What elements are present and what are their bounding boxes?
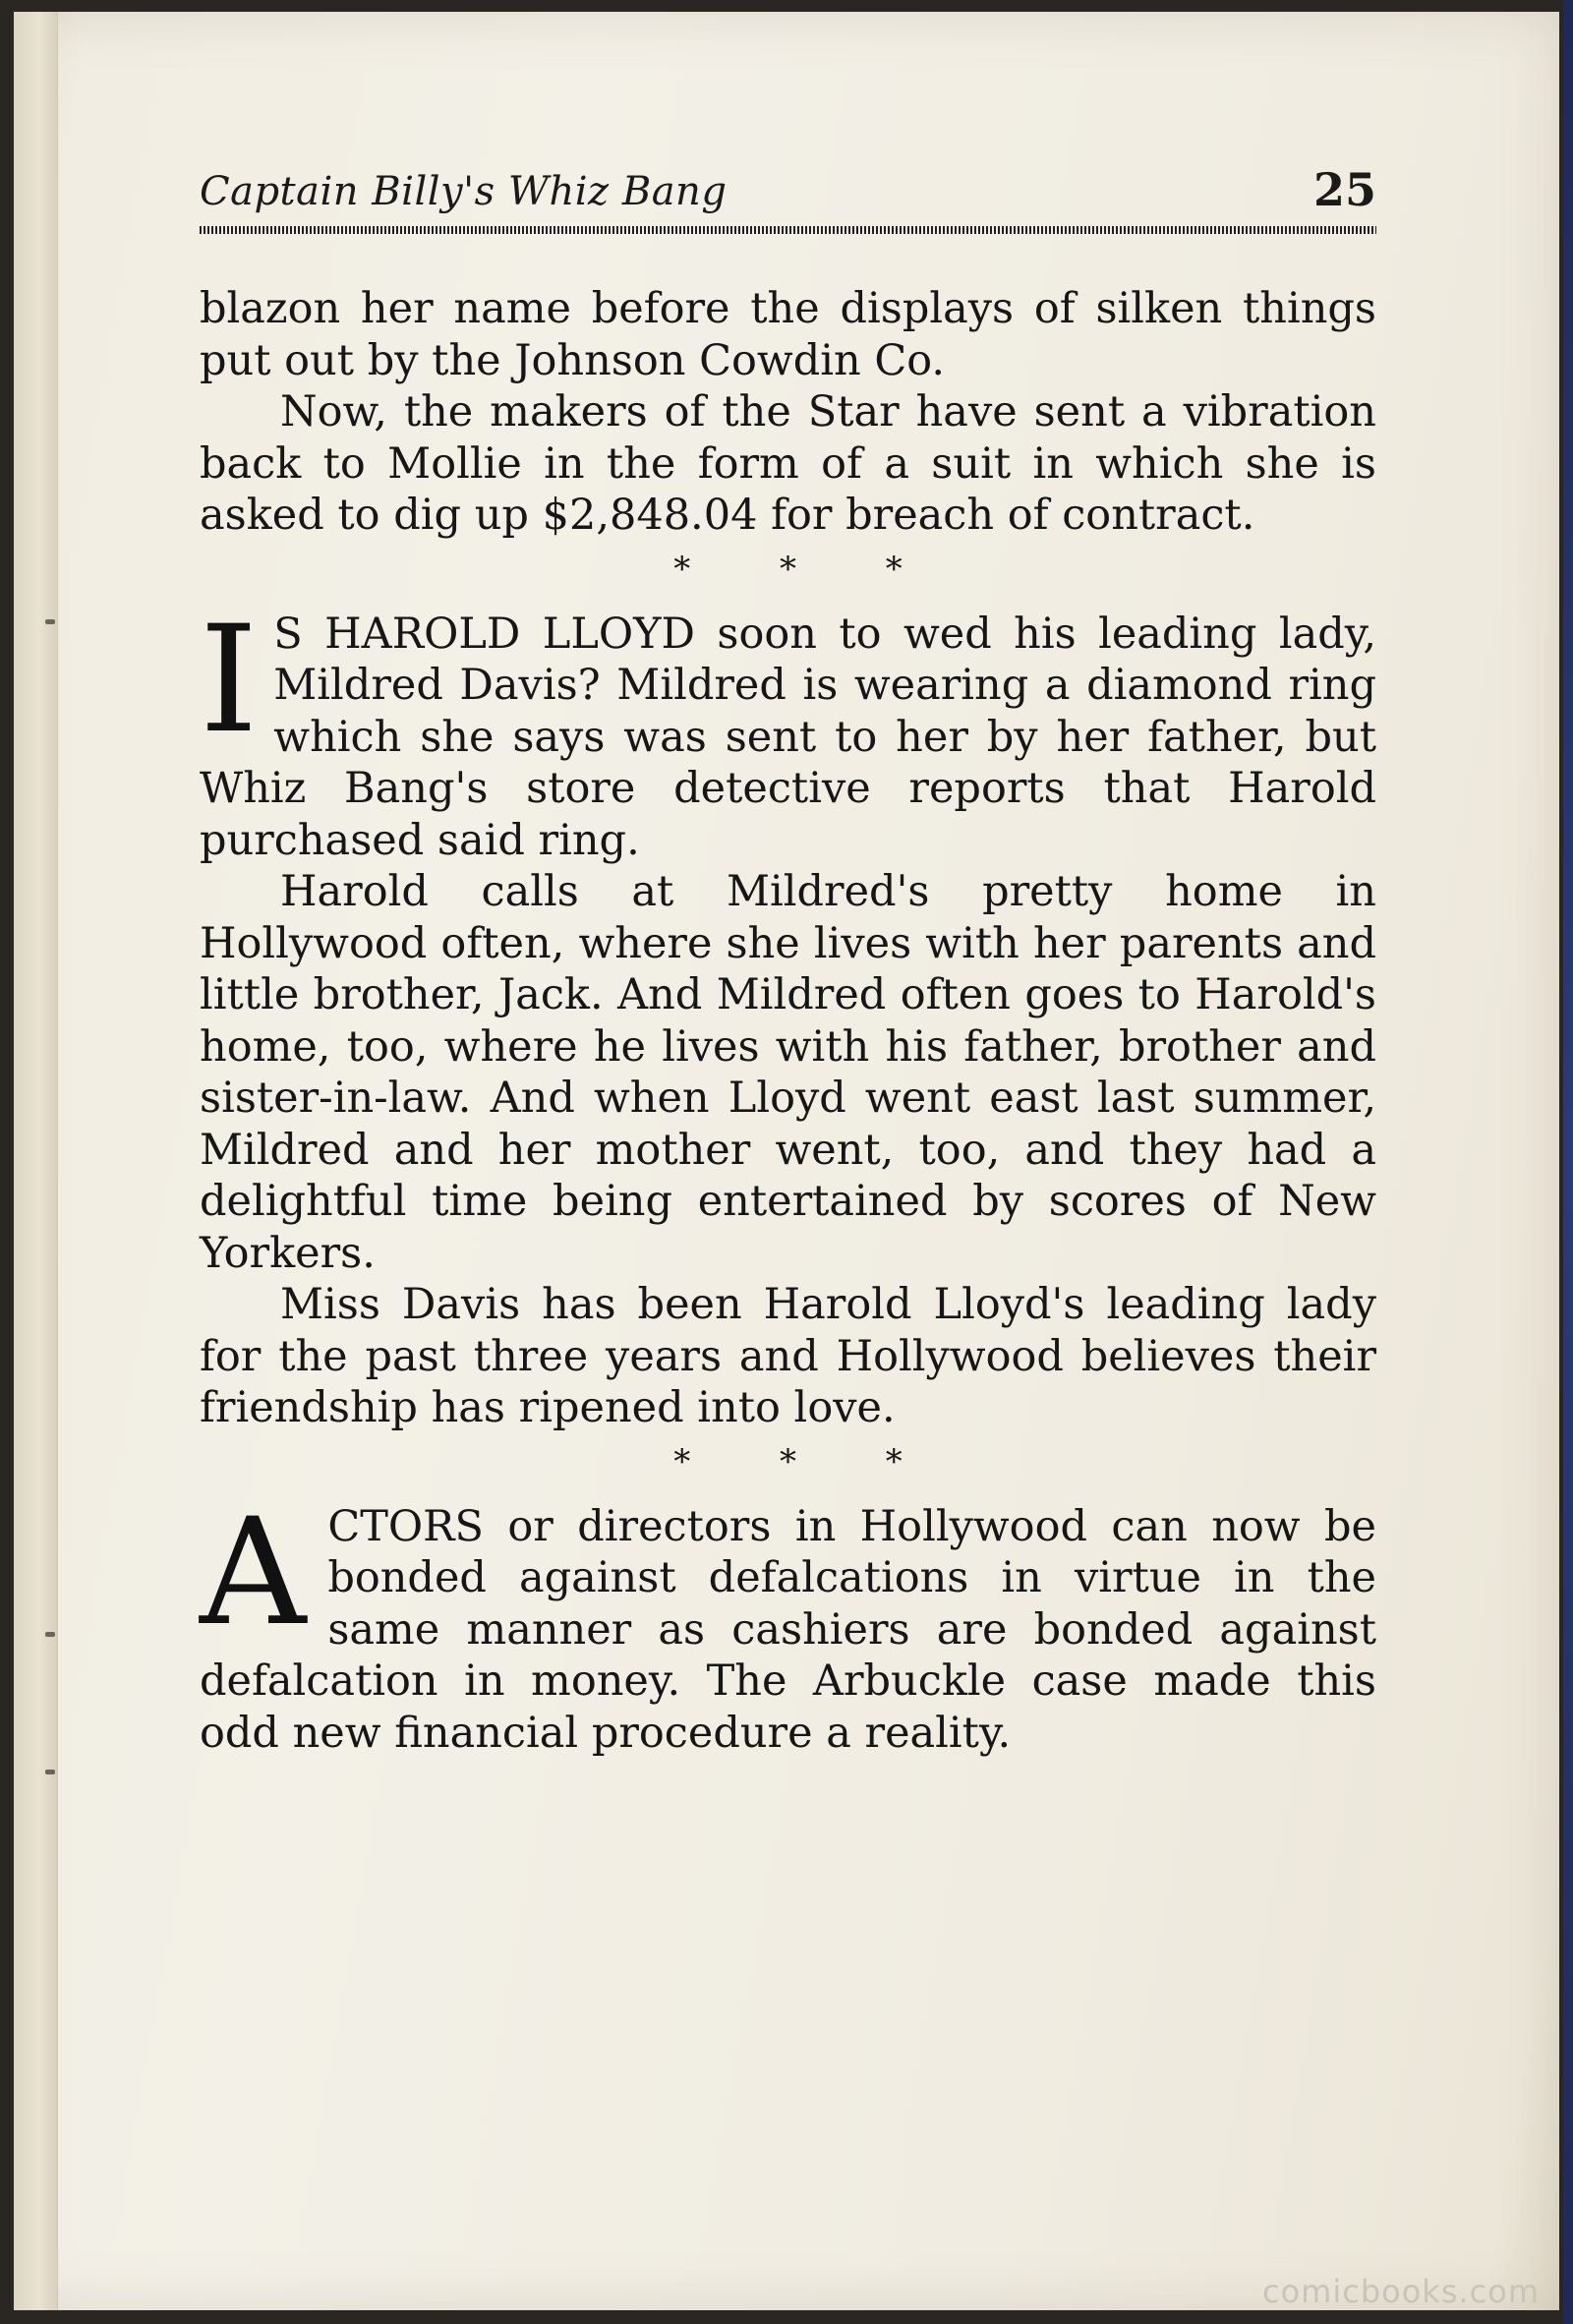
running-title: Captain Billy's Whiz Bang	[200, 169, 728, 214]
paragraph: Now, the makers of the Star have sent a vibration back to Mollie in the form of a suit in which she is asked to dig up $2,848.04 for breach of contract.	[200, 387, 1376, 540]
cover-edge	[1563, 0, 1573, 2324]
drop-cap: I	[200, 594, 259, 766]
paragraph: Harold calls at Mildred's pretty home in Hollywood often, where she lives with her parents and little brother, Jack. And Mildred often goes to Harold's home, too, where he lives with his father, brother and sister-in-law. And when Lloyd went east last summer, Mildred and her mother went, too, and they had a delightful time being entertained by scores of New Yorkers.	[200, 867, 1376, 1278]
paragraph: S HAROLD LLOYD soon to wed his leading lady, Mildred Davis? Mildred is wearing a diamond ring which she says was sent to her by her father, but Whiz Bang's store detective reports that Harold purchased said ring.	[200, 609, 1376, 865]
staple-mark	[45, 619, 55, 624]
staple-mark	[45, 1632, 55, 1637]
paragraph: blazon her name before the displays of silken things put out by the Johnson Cowdin Co.	[200, 284, 1376, 385]
article-lloyd	[200, 594, 1376, 1434]
article-actors	[200, 1486, 1376, 1760]
paragraph: Miss Davis has been Harold Lloyd's leading lady for the past three years and Hollywood believes their friendship has ripened into love.	[200, 1280, 1376, 1432]
section-separator: * * *	[673, 549, 942, 589]
page-number: 25	[1312, 163, 1376, 216]
page-header	[200, 163, 1376, 240]
staple-mark	[45, 1770, 55, 1774]
page-spine	[14, 12, 58, 2310]
page-body	[200, 283, 1376, 1759]
drop-cap: A	[200, 1486, 307, 1658]
section-separator: * * *	[673, 1441, 942, 1482]
header-rule	[200, 226, 1376, 234]
watermark: comicbooks.com	[1261, 2273, 1540, 2310]
paragraph: CTORS or directors in Hollywood can now be bonded against defalcations in virtue in the same manner as cashiers are bonded against defalcation in money. The Arbuckle case made this odd new financial procedure a reality.	[200, 1501, 1376, 1758]
